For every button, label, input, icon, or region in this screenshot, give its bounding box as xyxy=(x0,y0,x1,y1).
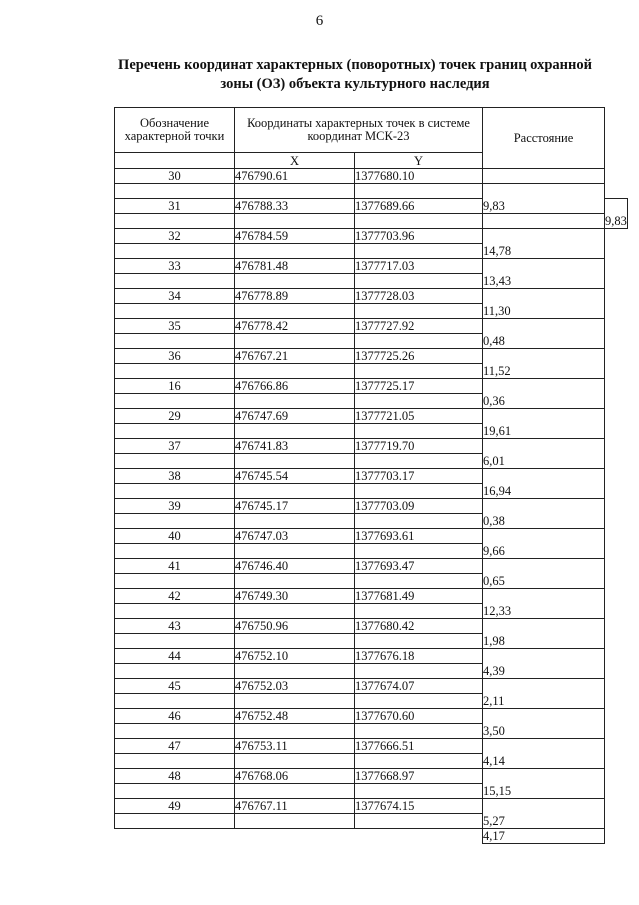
point-x: 476747.03 xyxy=(235,529,355,544)
point-y: 1377674.07 xyxy=(355,679,483,694)
point-x: 476790.61 xyxy=(235,169,355,184)
table-row xyxy=(115,559,628,574)
point-name: 16 xyxy=(115,379,235,394)
distance-value: 0,38 xyxy=(483,499,605,529)
table-row xyxy=(115,619,628,634)
empty-cell xyxy=(235,244,355,259)
empty-cell xyxy=(355,484,483,499)
point-name: 42 xyxy=(115,589,235,604)
table-row xyxy=(115,409,628,424)
empty-cell xyxy=(355,664,483,679)
empty-cell xyxy=(115,454,235,469)
distance-value: 4,14 xyxy=(483,739,605,769)
empty-cell xyxy=(355,814,483,829)
header-point-designation: Обозначение характерной точки xyxy=(115,108,235,153)
empty-cell xyxy=(115,724,235,739)
distance-value: 4,39 xyxy=(483,649,605,679)
coordinates-table-body xyxy=(115,169,628,844)
empty-cell xyxy=(115,274,235,289)
distance-value: 13,43 xyxy=(483,259,605,289)
empty-cell xyxy=(235,724,355,739)
table-row xyxy=(115,709,628,724)
distance-value: 16,94 xyxy=(483,469,605,499)
empty-cell xyxy=(115,574,235,589)
point-x: 476746.40 xyxy=(235,559,355,574)
point-name: 45 xyxy=(115,679,235,694)
distance-value: 9,83 xyxy=(483,184,605,214)
empty-cell xyxy=(355,544,483,559)
empty-cell xyxy=(235,184,355,199)
empty-cell xyxy=(235,364,355,379)
empty-cell xyxy=(355,394,483,409)
page-number: 6 xyxy=(315,13,324,29)
empty-cell xyxy=(355,829,483,844)
empty-cell xyxy=(355,694,483,709)
empty-cell xyxy=(115,484,235,499)
distance-value: 5,27 xyxy=(483,799,605,829)
empty-cell xyxy=(115,754,235,769)
empty-cell xyxy=(115,544,235,559)
empty-cell xyxy=(355,784,483,799)
empty-cell xyxy=(235,544,355,559)
empty-cell xyxy=(235,754,355,769)
empty-cell xyxy=(115,694,235,709)
distance-value: 1,98 xyxy=(483,619,605,649)
point-y: 1377725.26 xyxy=(355,349,483,364)
point-name: 30 xyxy=(115,169,235,184)
distance-empty xyxy=(483,169,605,184)
point-y: 1377681.49 xyxy=(355,589,483,604)
title-line-1: Перечень координат характерных (поворотных) точек границ охранной xyxy=(118,57,592,73)
point-x: 476767.21 xyxy=(235,349,355,364)
point-name: 48 xyxy=(115,769,235,784)
table-row xyxy=(115,229,628,244)
point-y: 1377717.03 xyxy=(355,259,483,274)
distance-value: 0,65 xyxy=(483,559,605,589)
point-y: 1377680.42 xyxy=(355,619,483,634)
point-name: 35 xyxy=(115,319,235,334)
empty-cell xyxy=(115,304,235,319)
table-row xyxy=(115,349,628,364)
distance-value: 0,48 xyxy=(483,319,605,349)
empty-cell xyxy=(235,484,355,499)
point-x: 476752.10 xyxy=(235,649,355,664)
point-y: 1377728.03 xyxy=(355,289,483,304)
point-y: 1377693.61 xyxy=(355,529,483,544)
point-x: 476750.96 xyxy=(235,619,355,634)
distance-value: 19,61 xyxy=(483,409,605,439)
empty-cell xyxy=(235,694,355,709)
distance-value: 11,52 xyxy=(483,349,605,379)
table-row xyxy=(115,649,628,664)
point-name: 43 xyxy=(115,619,235,634)
table-row xyxy=(115,679,628,694)
point-y: 1377703.09 xyxy=(355,499,483,514)
table-row xyxy=(115,289,628,304)
point-y: 1377668.97 xyxy=(355,769,483,784)
point-x: 476752.48 xyxy=(235,709,355,724)
empty-cell xyxy=(235,604,355,619)
point-x: 476778.89 xyxy=(235,289,355,304)
empty-cell xyxy=(235,304,355,319)
point-name: 46 xyxy=(115,709,235,724)
point-x: 476788.33 xyxy=(235,199,355,214)
point-name: 47 xyxy=(115,739,235,754)
point-y: 1377689.66 xyxy=(355,199,483,214)
point-x: 476745.17 xyxy=(235,499,355,514)
table-row xyxy=(115,739,628,754)
empty-cell xyxy=(115,784,235,799)
point-x: 476741.83 xyxy=(235,439,355,454)
point-y: 1377703.17 xyxy=(355,469,483,484)
point-y: 1377727.92 xyxy=(355,319,483,334)
empty-cell xyxy=(355,184,483,199)
empty-cell xyxy=(355,364,483,379)
point-x: 476784.59 xyxy=(235,229,355,244)
point-x: 476753.11 xyxy=(235,739,355,754)
point-name: 36 xyxy=(115,349,235,364)
empty-cell xyxy=(235,634,355,649)
empty-cell xyxy=(355,304,483,319)
point-x: 476766.86 xyxy=(235,379,355,394)
table-row xyxy=(115,499,628,514)
empty-cell xyxy=(115,514,235,529)
point-x: 476745.54 xyxy=(235,469,355,484)
distance-value: 11,30 xyxy=(483,289,605,319)
empty-cell xyxy=(355,274,483,289)
empty-cell xyxy=(355,724,483,739)
empty-cell xyxy=(115,664,235,679)
empty-cell xyxy=(235,274,355,289)
point-x: 476747.69 xyxy=(235,409,355,424)
point-x: 476752.03 xyxy=(235,679,355,694)
empty-cell xyxy=(235,814,355,829)
point-name: 33 xyxy=(115,259,235,274)
empty-cell xyxy=(355,424,483,439)
table-row xyxy=(115,319,628,334)
point-y: 1377719.70 xyxy=(355,439,483,454)
empty-cell xyxy=(355,574,483,589)
distance-value: 9,66 xyxy=(483,529,605,559)
table-row xyxy=(115,829,628,844)
distance-value: 14,78 xyxy=(483,229,605,259)
distance-value: 3,50 xyxy=(483,709,605,739)
header-y: Y xyxy=(355,153,483,169)
empty-cell xyxy=(115,394,235,409)
empty-cell xyxy=(235,784,355,799)
empty-cell xyxy=(235,454,355,469)
point-y: 1377721.05 xyxy=(355,409,483,424)
empty-cell xyxy=(115,604,235,619)
distance-value: 9,83 xyxy=(605,199,628,229)
point-y: 1377670.60 xyxy=(355,709,483,724)
empty-cell xyxy=(235,334,355,349)
point-x: 476768.06 xyxy=(235,769,355,784)
coordinates-table xyxy=(114,107,628,844)
empty-cell xyxy=(115,334,235,349)
point-y: 1377680.10 xyxy=(355,169,483,184)
point-name: 39 xyxy=(115,499,235,514)
point-name: 32 xyxy=(115,229,235,244)
distance-value: 2,11 xyxy=(483,679,605,709)
point-x: 476749.30 xyxy=(235,589,355,604)
point-y: 1377674.15 xyxy=(355,799,483,814)
empty-cell xyxy=(355,454,483,469)
empty-cell xyxy=(115,634,235,649)
empty-cell xyxy=(115,829,235,844)
point-y: 1377703.96 xyxy=(355,229,483,244)
table-row xyxy=(115,469,628,484)
table-row xyxy=(115,799,628,814)
table-row xyxy=(115,259,628,274)
empty-cell xyxy=(355,514,483,529)
distance-value: 4,17 xyxy=(483,829,605,844)
table-row xyxy=(115,169,628,184)
point-name: 34 xyxy=(115,289,235,304)
header-coordinates: Координаты характерных точек в системе координат МСК-23 xyxy=(235,108,483,153)
empty-cell xyxy=(235,829,355,844)
table-row xyxy=(115,589,628,604)
empty-cell xyxy=(235,574,355,589)
point-name: 37 xyxy=(115,439,235,454)
point-name: 31 xyxy=(115,199,235,214)
point-x: 476781.48 xyxy=(235,259,355,274)
distance-value: 6,01 xyxy=(483,439,605,469)
empty-cell xyxy=(115,814,235,829)
empty-cell xyxy=(235,514,355,529)
empty-cell xyxy=(355,334,483,349)
title-line-2: зоны (ОЗ) объекта культурного наследия xyxy=(220,76,490,92)
empty-cell xyxy=(355,634,483,649)
empty-cell xyxy=(235,664,355,679)
empty-cell xyxy=(115,424,235,439)
point-x: 476778.42 xyxy=(235,319,355,334)
table-row xyxy=(115,769,628,784)
empty-cell xyxy=(235,394,355,409)
point-x: 476767.11 xyxy=(235,799,355,814)
header-x: X xyxy=(235,153,355,169)
distance-value: 0,36 xyxy=(483,379,605,409)
empty-cell xyxy=(355,754,483,769)
header-distance: Расстояние xyxy=(483,108,605,169)
table-row xyxy=(115,529,628,544)
document-title xyxy=(95,56,615,94)
header-point-spacer xyxy=(115,153,235,169)
point-name: 40 xyxy=(115,529,235,544)
empty-cell xyxy=(355,604,483,619)
point-name: 38 xyxy=(115,469,235,484)
distance-value: 12,33 xyxy=(483,589,605,619)
point-name: 41 xyxy=(115,559,235,574)
distance-value: 15,15 xyxy=(483,769,605,799)
point-y: 1377666.51 xyxy=(355,739,483,754)
table-spacer-row xyxy=(115,184,628,199)
point-y: 1377725.17 xyxy=(355,379,483,394)
point-y: 1377693.47 xyxy=(355,559,483,574)
empty-cell xyxy=(115,364,235,379)
table-spacer-row xyxy=(115,214,628,229)
empty-cell xyxy=(355,244,483,259)
empty-cell xyxy=(115,214,235,229)
point-name: 44 xyxy=(115,649,235,664)
empty-cell xyxy=(115,244,235,259)
empty-cell xyxy=(115,184,235,199)
point-y: 1377676.18 xyxy=(355,649,483,664)
point-name: 29 xyxy=(115,409,235,424)
table-row xyxy=(115,439,628,454)
empty-cell xyxy=(235,214,355,229)
point-name: 49 xyxy=(115,799,235,814)
empty-cell xyxy=(235,424,355,439)
empty-cell xyxy=(355,214,483,229)
table-row xyxy=(115,379,628,394)
